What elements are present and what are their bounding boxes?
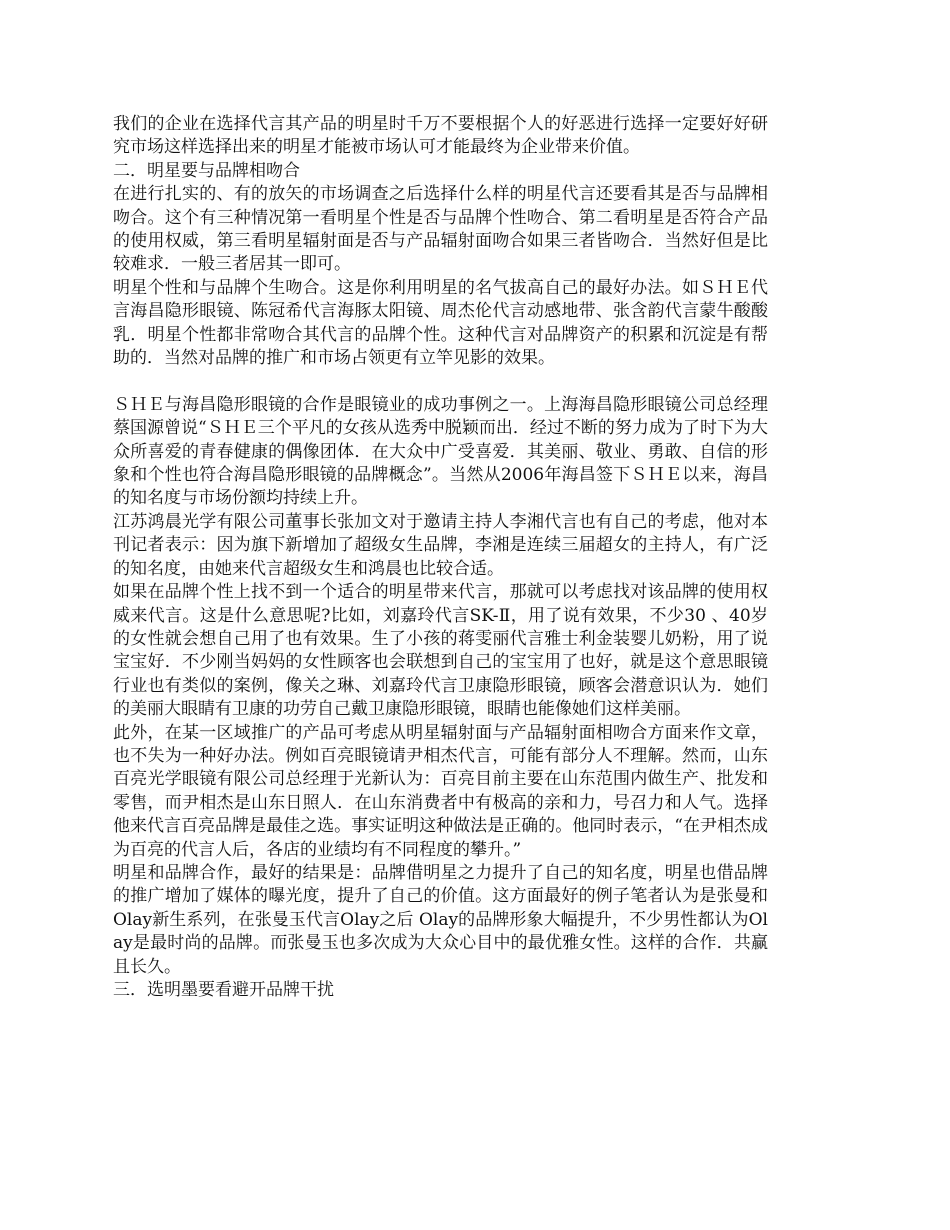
- blank-line: [113, 370, 768, 393]
- paragraph-she-case: ＳＨＥ与海昌隐形眼镜的合作是眼镜业的成功事例之一。上海海昌隐形眼镜公司总经理蔡国源曾说“ＳＨＥ三个平凡的女孩从选秀中脱颖而出．经过不断的努力成为了时下为大众所喜爱的青春健康的偶像团体．在大众中广受喜爱．其美丽、敬业、勇敢、自信的形象和个性也符合海昌隐形眼镜的品牌概念”。当然从2006年海昌签下ＳＨＥ以来，海昌的知名度与市场份额均持续上升。: [113, 394, 768, 509]
- document-page: [113, 113, 768, 1002]
- paragraph-hongchen-case: 江苏鸿晨光学有限公司董事长张加文对于邀请主持人李湘代言也有自己的考虑，他对本刊记者表示：因为旗下新增加了超级女生品牌，李湘是连续三届超女的主持人，有广泛的知名度，由她来代言超级女生和鸿晨也比较合适。: [113, 511, 768, 579]
- section-heading-3: 三．选明墨要看避开品牌干扰: [113, 980, 334, 1001]
- paragraph-match-overview: 在进行扎实的、有的放矢的市场调查之后选择什么样的明星代言还要看其是否与品牌相吻合。这个有三种情况第一看明星个性是否与品牌个性吻合、第二看明星是否符合产品的使用权威，第三看明星辐射面是否与产品辐射面吻合如果三者皆吻合．当然好但是比较难求．一般三者居其一即可。: [113, 184, 768, 275]
- paragraph-authority: 如果在品牌个性上找不到一个适合的明星带来代言，那就可以考虑找对该品牌的使用权威来代言。这是什么意思呢?比如，刘嘉玲代言SK-Ⅱ，用了说有效果，不少30 、40岁的女性就会想自己用了也有效果。生了小孩的蒋雯丽代言雅士利金装婴儿奶粉，用了说宝宝好．不少刚当妈妈的女性顾客也会联想到自己的宝宝用了也好，就是这个意思眼镜行业也有类似的案例，像关之琳、刘嘉玲代言卫康隐形眼镜，顾客会潜意识认为．她们的美丽大眼睛有卫康的功劳自己戴卫康隐形眼镜，眼睛也能像她们这样美丽。: [113, 582, 768, 720]
- paragraph-personality-match: 明星个性和与品牌个生吻合。这是你利用明星的名气拔高自己的最好办法。如ＳＨＥ代言海昌隐形眼镜、陈冠希代言海豚太阳镜、周杰伦代言动感地带、张含韵代言蒙牛酸酸乳．明星个性都非常吻合其代言的品牌个性。这种代言对品牌资产的积累和沉淀是有帮助的．当然对品牌的推广和市场占领更有立竿见影的效果。: [113, 277, 768, 369]
- paragraph-regional: 此外，在某一区域推广的产品可考虑从明星辐射面与产品辐射面相吻合方面来作文章，也不失为一种好办法。例如百亮眼镜请尹相杰代言，可能有部分人不理解。然而，山东百亮光学眼镜有限公司总经理于光新认为：百亮目前主要在山东范围内做生产、批发和零售，而尹相杰是山东日照人．在山东消费者中有极高的亲和力，号召力和人气。选择他来代言百亮品牌是最佳之选。事实证明这种做法是正确的。他同时表示，“在尹相杰成为百亮的代言人后，各店的业绩均有不同程度的攀升。”: [113, 722, 768, 860]
- paragraph-win-win: 明星和品牌合作，最好的结果是：品牌借明星之力提升了自己的知名度，明星也借品牌的推广增加了媒体的曝光度，提升了自己的价值。这方面最好的例子笔者认为是张曼和Olay新生系列，在张曼玉代言Olay之后 Olay的品牌形象大幅提升，不少男性都认为Olay是最时尚的品牌。而张曼玉也多次成为大众心目中的最优雅女性。这样的合作．共赢且长久。: [113, 862, 768, 977]
- section-heading-2: 二．明星要与品牌相吻合: [113, 160, 300, 181]
- paragraph-intro: 我们的企业在选择代言其产品的明星时千万不要根据个人的好恶进行选择一定要好好研究市场这样选择出来的明星才能被市场认可才能最终为企业带来价值。: [113, 114, 768, 158]
